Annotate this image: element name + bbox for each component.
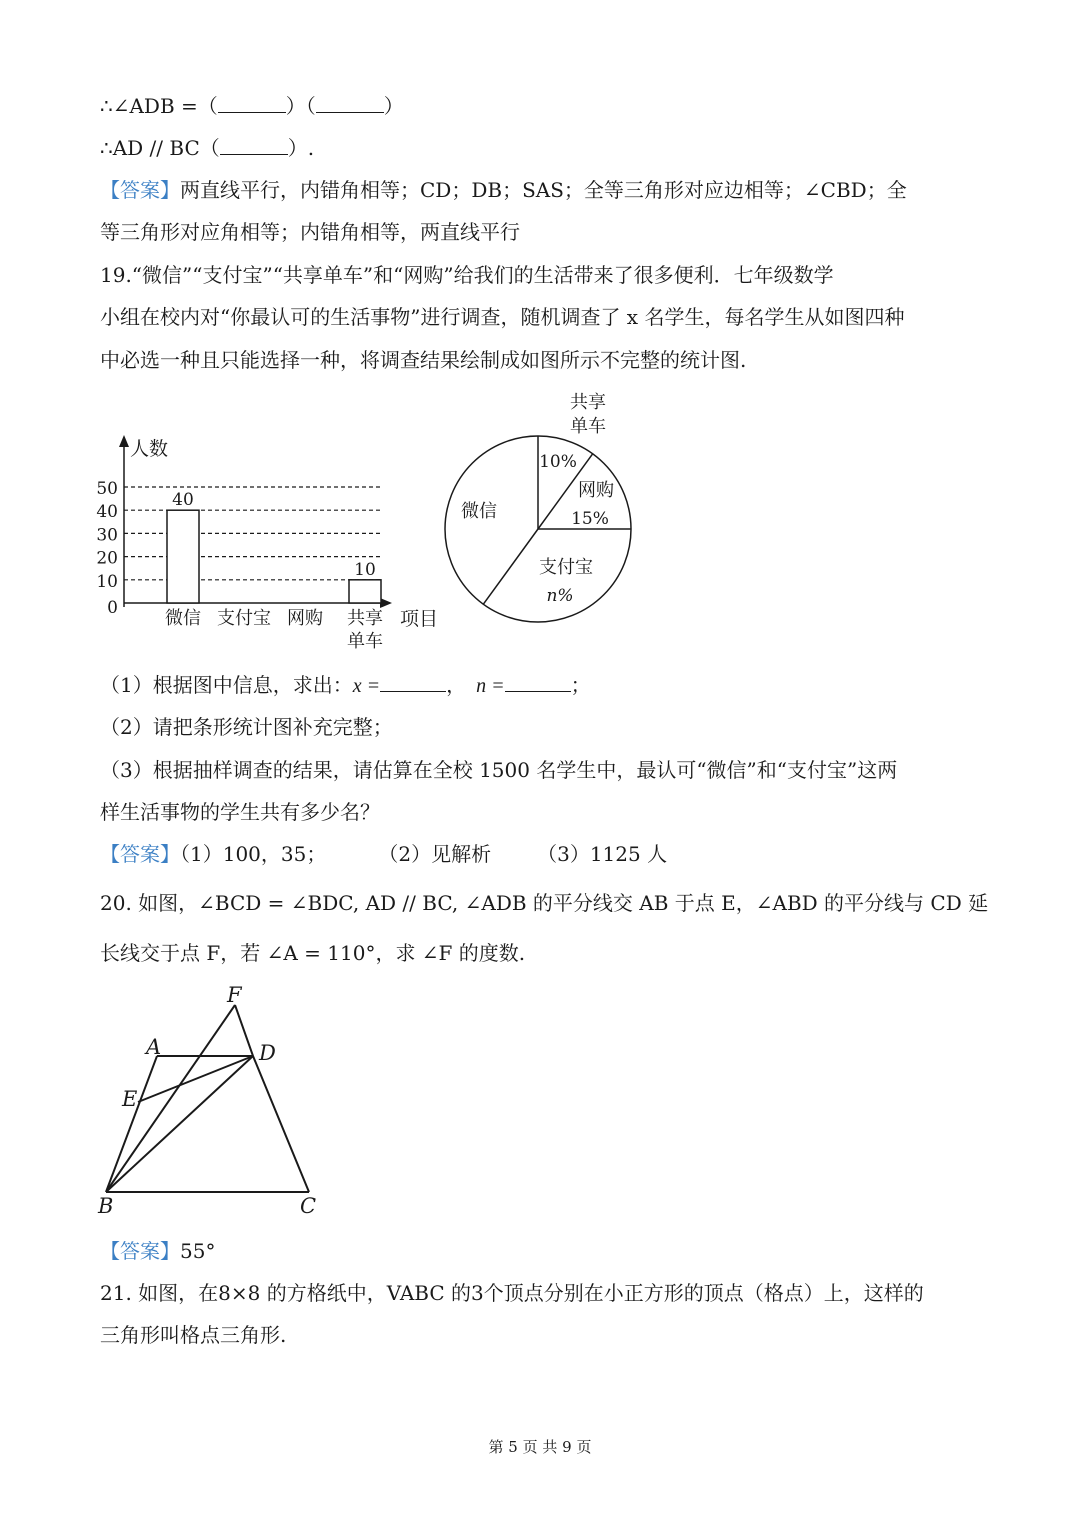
- pie-percent-支付宝: n%: [546, 586, 574, 606]
- x-tick-共享单车-2: 单车: [347, 631, 383, 652]
- q19-part3-line2: 样生活事物的学生共有多少名？: [100, 800, 380, 824]
- q21-line2: 三角形叫格点三角形.: [100, 1323, 287, 1347]
- q19-part2: （2）请把条形统计图补充完整；: [100, 715, 393, 739]
- label-c: C: [300, 1194, 317, 1218]
- blank-x[interactable]: [380, 671, 446, 692]
- q19-line3: 中必选一种且只能选择一种，将调查结果绘制成如图所示不完整的统计图.: [100, 348, 747, 372]
- blank-1[interactable]: [218, 92, 286, 113]
- y-tick-0: 0: [107, 598, 118, 618]
- bar-value-label-微信: 40: [172, 490, 194, 511]
- y-tick-50: 50: [96, 479, 118, 499]
- pie-label-共享单车-1: 共享: [570, 392, 606, 413]
- x-tick-支付宝: 支付宝: [217, 608, 271, 629]
- pie-divider-4: [483, 529, 538, 604]
- q18-line-parallel: ∴AD // BC（ ）.: [100, 136, 315, 160]
- segment-f-d-c: [235, 1005, 309, 1192]
- y-tick-20: 20: [96, 548, 118, 569]
- q20-answer: 【答案】55°: [100, 1239, 216, 1263]
- q19-answer: 【答案】（1）100，35； （2）见解析 （3）1125 人: [100, 842, 668, 866]
- label-d: D: [259, 1041, 276, 1065]
- statistics-charts: [0, 385, 1080, 655]
- segment-a-b: [106, 1056, 157, 1192]
- pie-chart: [445, 392, 631, 622]
- blank-3[interactable]: [220, 134, 288, 155]
- q19-line2: 小组在校内对“你最认可的生活事物”进行调查，随机调查了 x 名学生，每名学生从如图四种: [100, 305, 905, 329]
- q19-part1: （1）根据图中信息，求出：x = ， n = ；: [100, 673, 591, 697]
- pie-percent-网购: 15%: [571, 509, 609, 529]
- x-tick-共享单车-1: 共享: [347, 608, 383, 629]
- label-f: F: [227, 983, 242, 1007]
- label-e: E: [122, 1087, 138, 1111]
- pie-label-网购: 网购: [578, 480, 614, 501]
- y-tick-10: 10: [96, 571, 118, 592]
- q21-line1: 21. 如图，在8×8 的方格纸中，VABC 的3个顶点分别在小正方形的顶点（格点）上，这样的: [100, 1281, 924, 1305]
- blank-n[interactable]: [505, 671, 571, 692]
- bar-共享单车: [349, 580, 381, 603]
- blank-2[interactable]: [316, 92, 384, 113]
- pie-percent-共享单车: 10%: [539, 452, 577, 472]
- segment-b-d: [106, 1056, 253, 1192]
- q20-line1: 20. 如图，∠BCD = ∠BDC, AD // BC, ∠ADB 的平分线交 AB 于点 E，∠ABD 的平分线与 CD 延: [100, 891, 989, 915]
- y-axis-arrow: [119, 435, 129, 447]
- pie-label-支付宝: 支付宝: [539, 557, 593, 578]
- y-tick-40: 40: [96, 502, 118, 523]
- q18-line-adb: ∴∠ADB =（ ）（ ）: [100, 94, 404, 118]
- bar-微信: [167, 510, 199, 603]
- page-footer: 第 5 页 共 9 页: [488, 1438, 592, 1456]
- pie-label-微信: 微信: [461, 501, 497, 522]
- x-axis-label: 项目: [400, 608, 439, 630]
- bar-chart: [96, 435, 438, 652]
- x-tick-微信: 微信: [165, 608, 201, 629]
- geometry-figure: [90, 982, 330, 1222]
- pie-label-共享单车-2: 单车: [570, 416, 606, 437]
- bar-value-label-共享单车: 10: [354, 559, 376, 580]
- answer-tag: 【答案】: [100, 178, 180, 202]
- y-axis-label: 人数: [130, 438, 169, 460]
- x-axis-arrow: [380, 598, 392, 608]
- answer-tag: 【答案】: [100, 1239, 180, 1263]
- q19-part3-line1: （3）根据抽样调查的结果，请估算在全校 1500 名学生中，最认可“微信”和“支付宝”这两: [100, 758, 898, 782]
- q19-line1: 19.“微信”“支付宝”“共享单车”和“网购”给我们的生活带来了很多便利．七年级数学: [100, 263, 834, 287]
- label-b: B: [98, 1194, 114, 1218]
- y-tick-30: 30: [96, 525, 118, 546]
- q20-line2: 长线交于点 F，若 ∠A = 110°，求 ∠F 的度数.: [100, 941, 526, 965]
- label-a: A: [146, 1035, 162, 1059]
- q18-answer-line1: 【答案】两直线平行，内错角相等；CD；DB；SAS；全等三角形对应边相等；∠CBD；全: [100, 178, 907, 202]
- q18-answer-line2: 等三角形对应角相等；内错角相等，两直线平行: [100, 220, 520, 244]
- answer-tag: 【答案】: [100, 842, 180, 866]
- x-tick-网购: 网购: [287, 608, 323, 629]
